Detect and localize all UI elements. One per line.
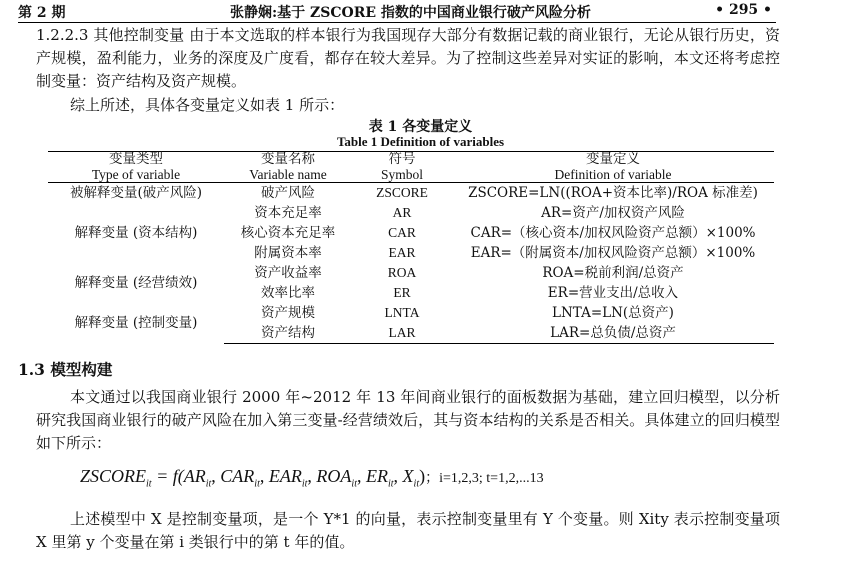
variable-definition: AR=资产/加权资产风险 — [541, 205, 685, 221]
variables-table — [48, 151, 774, 344]
formula-term: CAR — [220, 466, 255, 486]
header-def-en: Definition of variable — [452, 167, 774, 183]
header-type-en: Type of variable — [48, 167, 224, 183]
variable-name: 附属资本率 — [254, 245, 322, 261]
variable-symbol: LNTA — [384, 305, 420, 320]
header-type-cn: 变量类型 — [48, 152, 224, 168]
formula-term: ROA — [316, 466, 352, 486]
formula-sub: it — [146, 478, 152, 490]
table-row — [48, 203, 774, 223]
variable-symbol: ZSCORE — [376, 185, 428, 200]
variable-symbol: CAR — [388, 225, 416, 240]
variable-symbol: ROA — [387, 265, 417, 280]
paragraph-model-explain — [36, 508, 780, 554]
variable-definition: LNTA=LN(总资产) — [552, 305, 674, 321]
variable-name: 资本充足率 — [254, 205, 322, 221]
formula-sub: it — [205, 478, 212, 490]
formula-sub: it — [413, 478, 420, 490]
formula-sub: it — [387, 478, 394, 490]
table-row — [48, 183, 774, 204]
table-row — [48, 303, 774, 323]
header-name-en: Variable name — [224, 167, 352, 183]
variable-symbol: AR — [392, 205, 412, 220]
variable-definition: LAR=总负债/总资产 — [452, 323, 774, 344]
formula-close: ) — [419, 466, 426, 486]
variable-symbol: ER — [393, 285, 411, 300]
header-symbol-en: Symbol — [352, 167, 452, 183]
variable-definition: ER=营业支出/总收入 — [547, 285, 679, 301]
variable-name: 核心资本充足率 — [240, 225, 336, 241]
paragraph-model-intro-text: 本文通过以我国商业银行 2000 年~2012 年 13 年间商业银行的面板数据为基础，建立回归模型，以分析研究我国商业银行的破产风险在加入第三变量-经营绩效后，其与资本结构的关系是否相关。具体建立的回归模型如下所示： — [36, 388, 780, 452]
formula-term: AR — [183, 466, 206, 486]
regression-formula: $ZSCORE_{it} = f(AR_{it}$, $CAR_{it}$, $EAR_{it}$, $ROA_{it}$, $ER_{it}$, $X_{it}$)；i=1,2,3; t=1,2,...13 — [80, 466, 544, 490]
formula-sub: it — [254, 478, 260, 490]
variable-name: 资产规模 — [261, 305, 315, 321]
group-cell: 被解释变量(破产风险) — [69, 185, 203, 201]
variable-definition: ROA=税前利润/总资产 — [542, 265, 684, 281]
paragraph-model-intro — [36, 386, 780, 455]
variable-symbol: EAR — [388, 245, 416, 260]
running-header — [18, 0, 776, 23]
variable-definition: ZSCORE=LN((ROA+资本比率)/ROA 标准差) — [468, 185, 758, 201]
formula-lhs: ZSCORE — [80, 466, 147, 486]
paragraph-summary: 综上所述，具体各变量定义如表 1 所示： — [70, 96, 345, 114]
formula-term: X — [402, 466, 414, 486]
variable-name: 破产风险 — [261, 185, 315, 201]
table-header-row-cn — [48, 152, 774, 168]
section-title: 1.3 模型构建 — [18, 360, 113, 379]
table-caption-en: Table 1 Definition of variables — [336, 134, 505, 149]
formula-index-range: ；i=1,2,3; t=1,2,...13 — [425, 471, 544, 486]
variable-symbol: LAR — [352, 323, 452, 344]
group-cell: 解释变量 (资本结构) — [74, 225, 198, 241]
formula-eq: = f( — [151, 466, 184, 486]
variable-name: 资产收益率 — [254, 265, 322, 281]
variable-definition: CAR=（核心资本/加权风险资产总额）×100% — [470, 225, 756, 241]
running-title: 张静娴:基于 ZSCORE 指数的中国商业银行破产风险分析 — [230, 5, 591, 21]
variable-name: 资产结构 — [224, 323, 352, 344]
formula-term: ER — [365, 466, 388, 486]
formula-sub: it — [351, 478, 357, 490]
header-symbol-cn: 符号 — [352, 152, 452, 168]
formula-sub: it — [301, 478, 308, 490]
group-cell: 解释变量 (经营绩效) — [74, 275, 198, 291]
table-caption-cn: 表 1 各变量定义 — [368, 119, 473, 135]
variable-definition: EAR=（附属资本/加权风险资产总额）×100% — [470, 245, 756, 261]
issue-number: 第 2 期 — [18, 5, 66, 21]
table-row — [48, 263, 774, 283]
variable-name: 效率比率 — [261, 285, 315, 301]
formula-term: EAR — [268, 466, 302, 486]
header-name-cn: 变量名称 — [224, 152, 352, 168]
group-cell: 解释变量 (控制变量) — [74, 315, 198, 332]
page-number: • 295 • — [715, 2, 772, 18]
table-header-row-en — [48, 167, 774, 183]
paragraph-control-variables: 1.2.2.3 其他控制变量 由于本文选取的样本银行为我国现存大部分有数据记载的商业银行，无论从银行历史，资产规模，盈利能力，业务的深度及广度看，都存在较大差异。为了控制这些差异对实证的影响，本文还将考虑控制变量：资产结构及资产规模。 — [36, 26, 780, 90]
paragraph-model-explain-text: 上述模型中 X 是控制变量项，是一个 Y*1 的向量，表示控制变量里有 Y 个变量。则 Xity 表示控制变量项 X 里第 y 个变量在第 i 类银行中的第 t 年的值。 — [36, 510, 780, 551]
header-def-cn: 变量定义 — [452, 152, 774, 168]
